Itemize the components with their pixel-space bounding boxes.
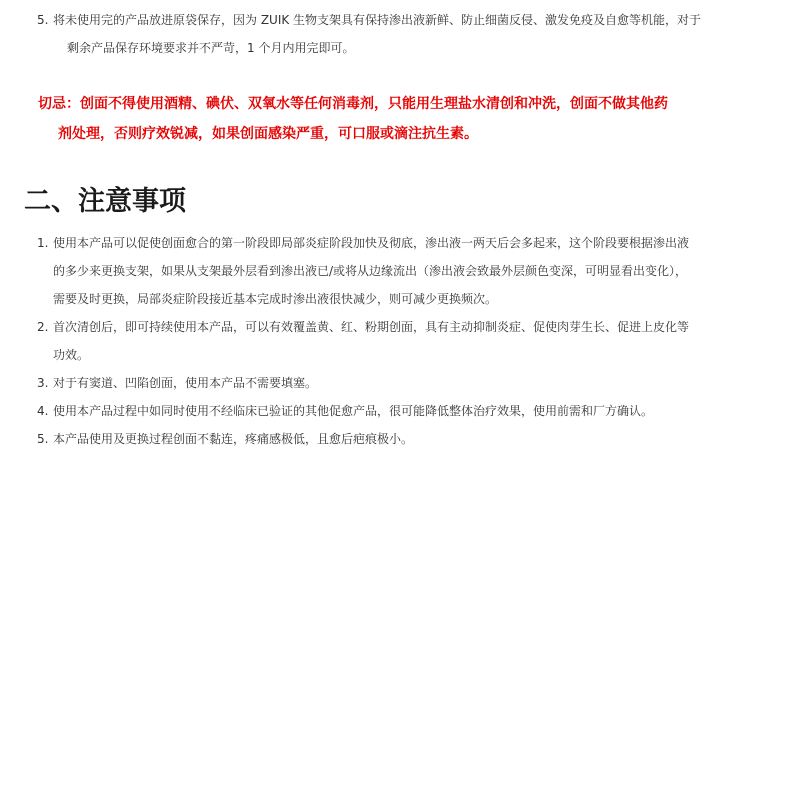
warning-text [38, 89, 778, 149]
list-item-line: 的多少来更换支架，如果从支架最外层看到渗出液已/或将从边缘流出（渗出液会致最外层颜色变深，可明显看出变化）， [53, 264, 688, 278]
list-number: 1. [37, 236, 49, 250]
list-item [37, 369, 777, 397]
list-item-line: 功效。 [53, 348, 90, 362]
list-number: 5. [37, 13, 49, 27]
list-item [37, 313, 777, 369]
list-number: 5. [37, 432, 49, 446]
list-item [37, 397, 777, 425]
list-item-line: 使用本产品过程中如同时使用不经临床已验证的其他促愈产品，很可能降低整体治疗效果，使用前需和厂方确认。 [53, 404, 654, 418]
list-number: 4. [37, 404, 49, 418]
list-number: 2. [37, 320, 49, 334]
warning-line-1: 切忌：创面不得使用酒精、碘伏、双氧水等任何消毒剂，只能用生理盐水清创和冲洗，创面不做其他药 [38, 96, 668, 112]
list-item-line: 本产品使用及更换过程创面不黏连，疼痛感极低，且愈后疤痕极小。 [53, 432, 414, 446]
list-item [37, 229, 777, 313]
section-heading: 二、注意事项 [24, 186, 186, 217]
storage-note-line-2: 剩余产品保存环境要求并不严苛，1 个月内用完即可。 [67, 41, 355, 55]
list-item-line: 需要及时更换，局部炎症阶段接近基本完成时渗出液很快减少，则可减少更换频次。 [53, 292, 498, 306]
warning-line-2: 剂处理，否则疗效锐减，如果创面感染严重，可口服或滴注抗生素。 [58, 126, 478, 142]
list-item-line: 首次清创后，即可持续使用本产品，可以有效覆盖黄、红、粉期创面，具有主动抑制炎症、促使肉芽生长、促进上皮化等 [53, 320, 690, 334]
storage-note [37, 6, 777, 62]
list-item-line: 对于有窦道、凹陷创面，使用本产品不需要填塞。 [53, 376, 318, 390]
storage-note-line-1: 将未使用完的产品放进原袋保存，因为 ZUIK 生物支架具有保持渗出液新鲜、防止细菌反侵、激发免疫及自愈等机能，对于 [53, 13, 702, 27]
notes-list [37, 229, 777, 453]
list-item [37, 425, 777, 453]
list-number: 3. [37, 376, 49, 390]
list-item-line: 使用本产品可以促使创面愈合的第一阶段即局部炎症阶段加快及彻底，渗出液一两天后会多起来，这个阶段要根据渗出液 [53, 236, 690, 250]
